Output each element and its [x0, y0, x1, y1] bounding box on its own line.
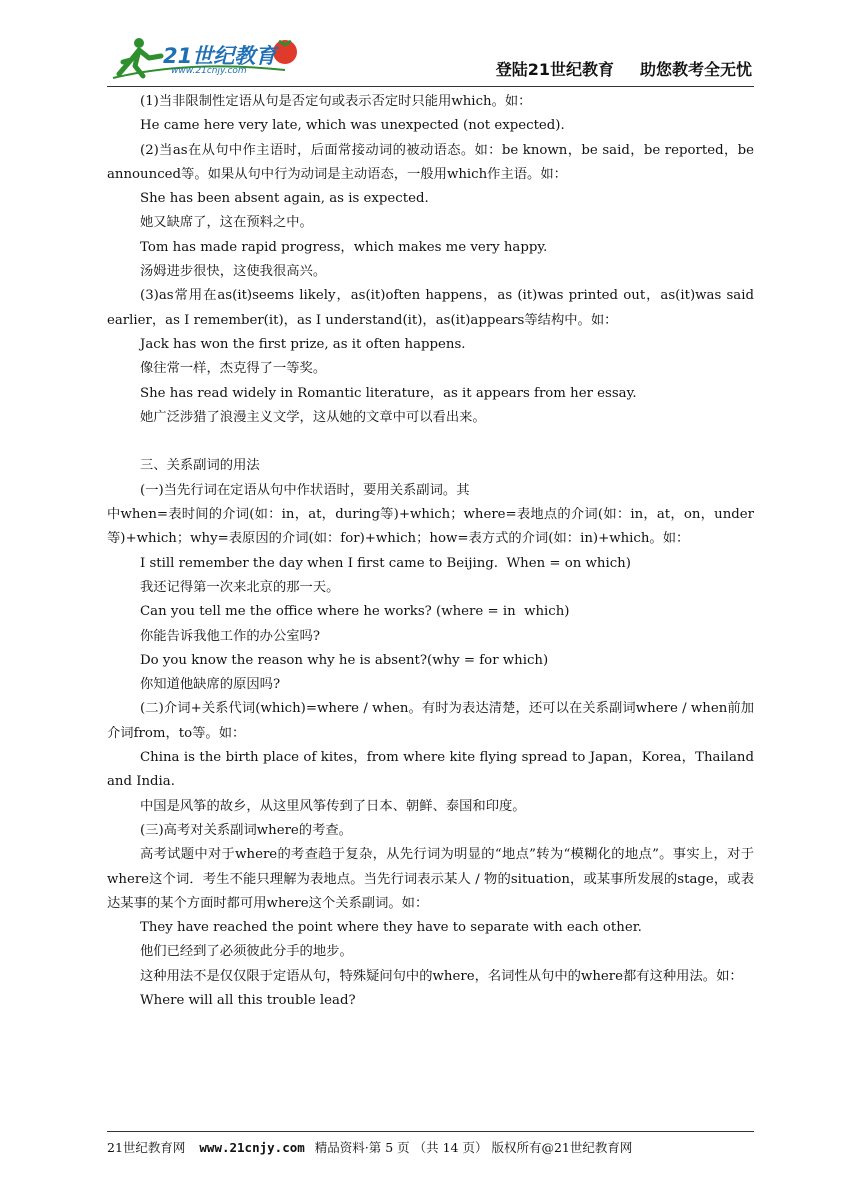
logo-text: 21世纪教育	[163, 44, 277, 68]
paragraph: 像往常一样，杰克得了一等奖。	[140, 361, 327, 377]
paragraph: He came here very late, which was unexpected (not expected).	[140, 118, 565, 134]
paragraph: 他们已经到了必须彼此分手的地步。	[140, 944, 353, 960]
paragraph-text: 高考试题中对于where的考查趋于复杂，从先行词为明显的“地点”转为“模糊化的地点”。事实上，对于where这个词．考生不能只理解为表地点。当先行词表示某人 / 物的situation，或某事所发展的stage，或表达某事的某个方面时都可用where这个关系副词。如：	[107, 847, 754, 911]
page-header	[107, 28, 754, 87]
blank-line	[107, 430, 754, 454]
paragraph-text: China is the birth place of kites，from where kite flying spread to Japan，Korea，Thailand and India.	[107, 750, 754, 790]
slogan-right: 助您教考全无忧	[639, 60, 752, 79]
section-heading: 三、关系副词的用法	[140, 458, 260, 474]
paragraph-text: (2)当as在从句中作主语时，后面常接动词的被动语态。如：be known，be said，be reported，be announced等。如果从句中行为动词是主动语态，一般用which作主语。如：	[107, 142, 754, 182]
paragraph: 她又缺席了，这在预料之中。	[140, 215, 313, 231]
paragraph: Where will all this trouble lead?	[140, 992, 356, 1008]
paragraph: She has been absent again, as is expected.	[140, 191, 429, 207]
page-footer	[107, 1131, 754, 1156]
document-body	[107, 90, 754, 1013]
paragraph: She has read widely in Romantic literature，as it appears from her essay.	[140, 385, 637, 401]
paragraph: (1)当非限制性定语从句是否定句或表示否定时只能用which。如：	[140, 94, 532, 109]
logo-url: www.21cnjy.com	[171, 66, 247, 76]
paragraph	[107, 965, 754, 989]
paragraph: Tom has made rapid progress，which makes me very happy.	[140, 239, 548, 255]
paragraph: 我还记得第一次来北京的那一天。	[140, 579, 340, 595]
paragraph	[107, 139, 754, 188]
paragraph: They have reached the point where they have to separate with each other.	[140, 920, 642, 936]
paragraph	[107, 503, 754, 552]
paragraph: 你知道他缺席的原因吗?	[140, 677, 281, 693]
header-slogan	[496, 57, 752, 80]
paragraph-text: 这种用法不是仅仅限于定语从句，特殊疑问句中的where，名词性从句中的where都有这种用法。如：	[140, 968, 743, 984]
logo	[109, 30, 309, 82]
paragraph-text: 中when=表时间的介词(如：in，at，during等)+which；where=表地点的介词(如：in，at，on，under等)+which；why=表原因的介词(如：for)+which；how=表方式的介词(如：in)+which。如：	[107, 507, 754, 547]
paragraph: Jack has won the first prize, as it often happens.	[140, 336, 466, 352]
paragraph: (一)当先行词在定语从句中作状语时，要用关系副词。其	[140, 482, 470, 498]
slogan-left: 登陆21世纪教育	[495, 60, 614, 79]
paragraph: 汤姆进步很快，这使我很高兴。	[140, 264, 327, 280]
paragraph	[107, 284, 754, 333]
paragraph: 中国是风筝的故乡，从这里风筝传到了日本、朝鲜、泰国和印度。	[140, 798, 526, 814]
paragraph: I still remember the day when I first came to Beijing. When = on which)	[140, 555, 631, 571]
paragraph-text: (3)as常用在as(it)seems likely，as(it)often happens，as (it)was printed out，as(it)was said earlier，as I remember(it)，as I understand(it)，as(it)appears等结构中。如：	[107, 288, 754, 328]
footer-site: 21世纪教育网	[107, 1140, 186, 1155]
paragraph-text: (二)介词+关系代词(which)=where / when。有时为表达清楚，还可以在关系副词where / when前加介词from，to等。如：	[107, 701, 754, 741]
footer-info: 精品资料·第 5 页 （共 14 页） 版权所有@21世纪教育网	[314, 1140, 633, 1155]
paragraph	[107, 746, 754, 795]
paragraph: Can you tell me the office where he works? (where = in which)	[140, 604, 570, 620]
footer-url[interactable]: www.21cnjy.com	[199, 1140, 305, 1155]
paragraph: 她广泛涉猎了浪漫主义文学，这从她的文章中可以看出来。	[140, 409, 486, 425]
paragraph	[107, 697, 754, 746]
paragraph: 你能告诉我他工作的办公室吗?	[140, 628, 320, 644]
paragraph	[107, 843, 754, 916]
paragraph: Do you know the reason why he is absent?(why = for which)	[140, 652, 549, 668]
paragraph: (三)高考对关系副词where的考查。	[140, 822, 352, 838]
